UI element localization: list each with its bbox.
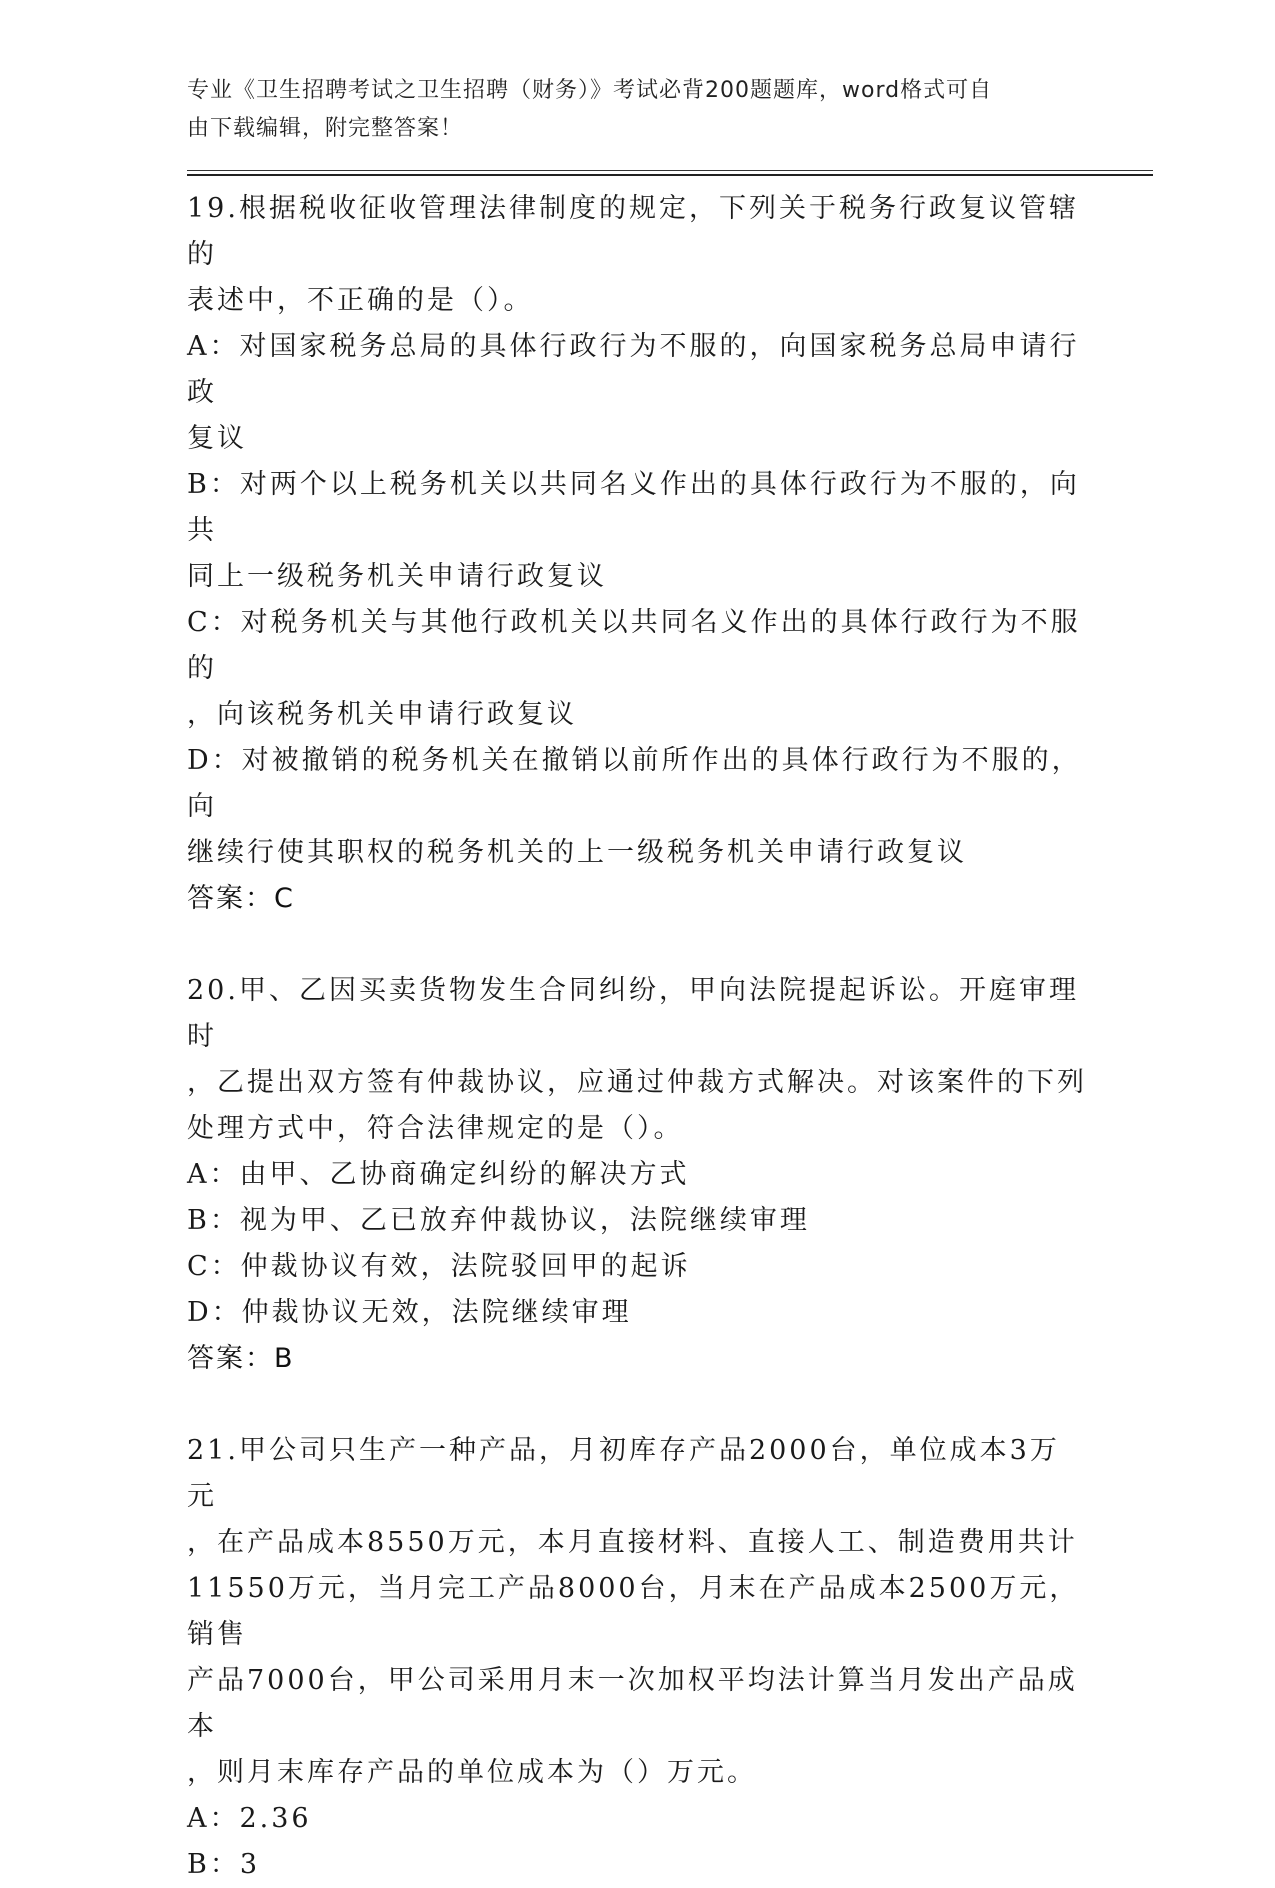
question-spacer: [187, 922, 1087, 968]
question-stem-line: 11550万元，当月完工产品8000台，月末在产品成本2500万元，销售: [187, 1573, 1080, 1650]
option-b-line: B：视为甲、乙已放弃仲裁协议，法院继续审理: [187, 1205, 810, 1236]
question-stem-line: 产品7000台，甲公司采用月末一次加权平均法计算当月发出产品成本: [187, 1665, 1078, 1742]
header-divider-thick: [187, 174, 1153, 176]
option-c-line: ，向该税务机关申请行政复议: [187, 699, 577, 730]
header-divider-thin: [187, 170, 1153, 171]
question-stem-line: ，在产品成本8550万元，本月直接材料、直接人工、制造费用共计: [187, 1527, 1078, 1558]
question-spacer: [187, 1382, 1087, 1428]
option-a-line: A：对国家税务总局的具体行政行为不服的，向国家税务总局申请行政: [187, 331, 1080, 408]
option-a-line: A：由甲、乙协商确定纠纷的解决方式: [187, 1159, 690, 1190]
question-stem-line: 20.甲、乙因买卖货物发生合同纠纷，甲向法院提起诉讼。开庭审理时: [187, 975, 1079, 1052]
question-stem-line: ，乙提出双方签有仲裁协议，应通过仲裁方式解决。对该案件的下列: [187, 1067, 1087, 1098]
question-20: [187, 968, 1087, 1382]
option-c-line: C：仲裁协议有效，法院驳回甲的起诉: [187, 1251, 691, 1282]
option-c-line: C：对税务机关与其他行政机关以共同名义作出的具体行政行为不服的: [187, 607, 1081, 684]
question-stem-line: 19.根据税收征收管理法律制度的规定，下列关于税务行政复议管辖的: [187, 193, 1079, 270]
question-list: [187, 186, 1087, 1888]
question-19: [187, 186, 1087, 922]
question-stem-line: 表述中，不正确的是（）。: [187, 285, 534, 316]
option-d-line: 继续行使其职权的税务机关的上一级税务机关申请行政复议: [187, 837, 967, 868]
answer-label: 答案：C: [187, 883, 295, 914]
option-a-line: 复议: [187, 423, 247, 454]
option-a-line: A：2.36: [187, 1803, 312, 1834]
header-line-1: 专业《卫生招聘考试之卫生招聘（财务）》考试必背200题题库，word格式可自: [187, 78, 993, 103]
option-b-line: B：3: [187, 1849, 261, 1880]
question-stem-line: 处理方式中，符合法律规定的是（）。: [187, 1113, 684, 1144]
question-stem-line: ，则月末库存产品的单位成本为（）万元。: [187, 1757, 757, 1788]
question-21: [187, 1428, 1087, 1888]
option-b-line: 同上一级税务机关申请行政复议: [187, 561, 607, 592]
answer-label: 答案：B: [187, 1343, 295, 1374]
question-stem-line: 21.甲公司只生产一种产品，月初库存产品2000台，单位成本3万元: [187, 1435, 1060, 1512]
option-d-line: D：仲裁协议无效，法院继续审理: [187, 1297, 632, 1328]
document-header: [187, 72, 1067, 148]
option-b-line: B：对两个以上税务机关以共同名义作出的具体行政行为不服的，向共: [187, 469, 1080, 546]
header-line-2: 由下载编辑，附完整答案！: [187, 116, 464, 141]
option-d-line: D：对被撤销的税务机关在撤销以前所作出的具体行政行为不服的，向: [187, 745, 1082, 822]
